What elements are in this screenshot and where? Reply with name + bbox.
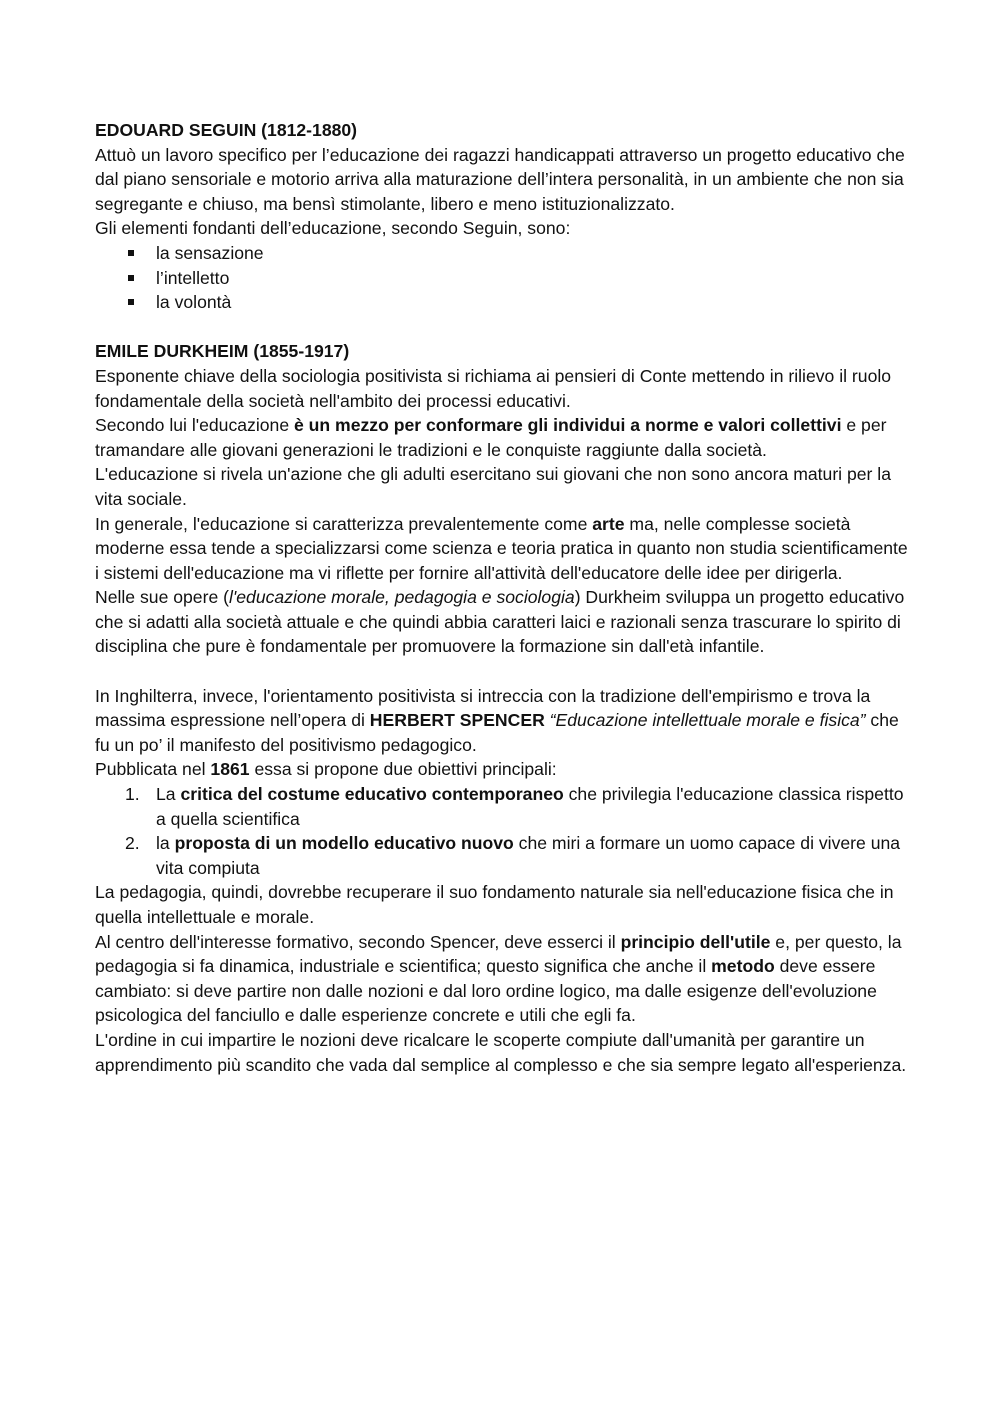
durkheim-paragraph: L'educazione si rivela un'azione che gli adulti esercitano sui giovani che non sono ancora maturi per la vita sociale. (95, 464, 891, 509)
document-page (95, 118, 915, 1077)
list-item: la sensazione (95, 241, 915, 266)
list-item: 1. La critica del costume educativo contemporaneo che privilegia l'educazione classica rispetto a quella scientifica (125, 784, 904, 829)
durkheim-paragraph: In generale, l'educazione si caratterizza prevalentemente come arte ma, nelle complesse società moderne essa tende a specializzarsi come scienza e teoria pratica in quanto non studia scientificamente i sistemi dell'educazione ma vi riflette per fornire all'attività dell'educatore delle idee per dirigerla. (95, 513, 908, 583)
seguin-elements-list (95, 241, 915, 315)
bullet-square-icon (128, 275, 134, 281)
bullet-square-icon (128, 299, 134, 305)
spacer (95, 659, 915, 684)
durkheim-paragraph: Esponente chiave della sociologia positivista si richiama ai pensieri di Conte mettendo in rilievo il ruolo fondamentale della società nell'ambito dei processi educativi. (95, 365, 892, 411)
durkheim-paragraph: Nelle sue opere (l'educazione morale, pedagogia e sociologia) Durkheim sviluppa un progetto educativo che si adatti alla società attuale e che quindi abbia caratteri laici e razionali senza trascurare lo spirito di disciplina che pure è fondamentale per promuovere la formazione sin dall'età infantile. (95, 587, 905, 657)
spencer-objectives-list (95, 782, 915, 880)
spencer-paragraph: La pedagogia, quindi, dovrebbe recuperare il suo fondamento naturale sia nell'educazione fisica che in quella intellettuale e morale. (95, 882, 894, 927)
durkheim-heading: EMILE DURKHEIM (1855-1917) (95, 341, 350, 362)
list-item: l’intelletto (95, 266, 915, 291)
list-item: 2. la proposta di un modello educativo nuovo che miri a formare un uomo capace di vivere una vita compiuta (125, 833, 901, 878)
list-item: la volontà (95, 290, 915, 315)
spencer-paragraph: In Inghilterra, invece, l'orientamento positivista si intreccia con la tradizione dell'empirismo e trova la massima espressione nell’opera di HERBERT SPENCER “Educazione intellettuale morale e fisica” che fu un po’ il manifesto del positivismo pedagogico. (95, 685, 899, 755)
seguin-elements-intro: Gli elementi fondanti dell’educazione, secondo Seguin, sono: (95, 218, 571, 239)
bullet-square-icon (128, 250, 134, 256)
seguin-paragraph: Attuò un lavoro specifico per l’educazione dei ragazzi handicappati attraverso un progetto educativo che dal piano sensoriale e motorio arriva alla maturazione dell’intera personalità, in un ambiente che non sia segregante e chiuso, ma bensì stimolante, libero e meno istituzionalizzato. (95, 144, 905, 214)
durkheim-paragraph: Secondo lui l'educazione è un mezzo per conformare gli individui a norme e valori collettivi e per tramandare alle giovani generazioni le tradizioni e le conquiste raggiunte dalla società. (95, 415, 887, 460)
seguin-heading: EDOUARD SEGUIN (1812-1880) (95, 120, 358, 140)
spencer-paragraph: L'ordine in cui impartire le nozioni deve ricalcare le scoperte compiute dall'umanità per garantire un apprendimento più scandito che vada dal semplice al complesso e che sia sempre legato all'esperienza. (95, 1029, 907, 1075)
spencer-paragraph: Al centro dell'interesse formativo, secondo Spencer, deve esserci il principio dell'utile e, per questo, la pedagogia si fa dinamica, industriale e scientifica; questo significa che anche il metodo deve essere cambiato: si deve partire non dalle nozioni e dal loro ordine logico, ma dalle esigenze dell'evoluzione psicologica del fanciullo e dalle esperienze concrete e utili che egli fa. (95, 931, 902, 1026)
spencer-paragraph: Pubblicata nel 1861 essa si propone due obiettivi principali: (95, 759, 557, 780)
spacer (95, 315, 915, 340)
